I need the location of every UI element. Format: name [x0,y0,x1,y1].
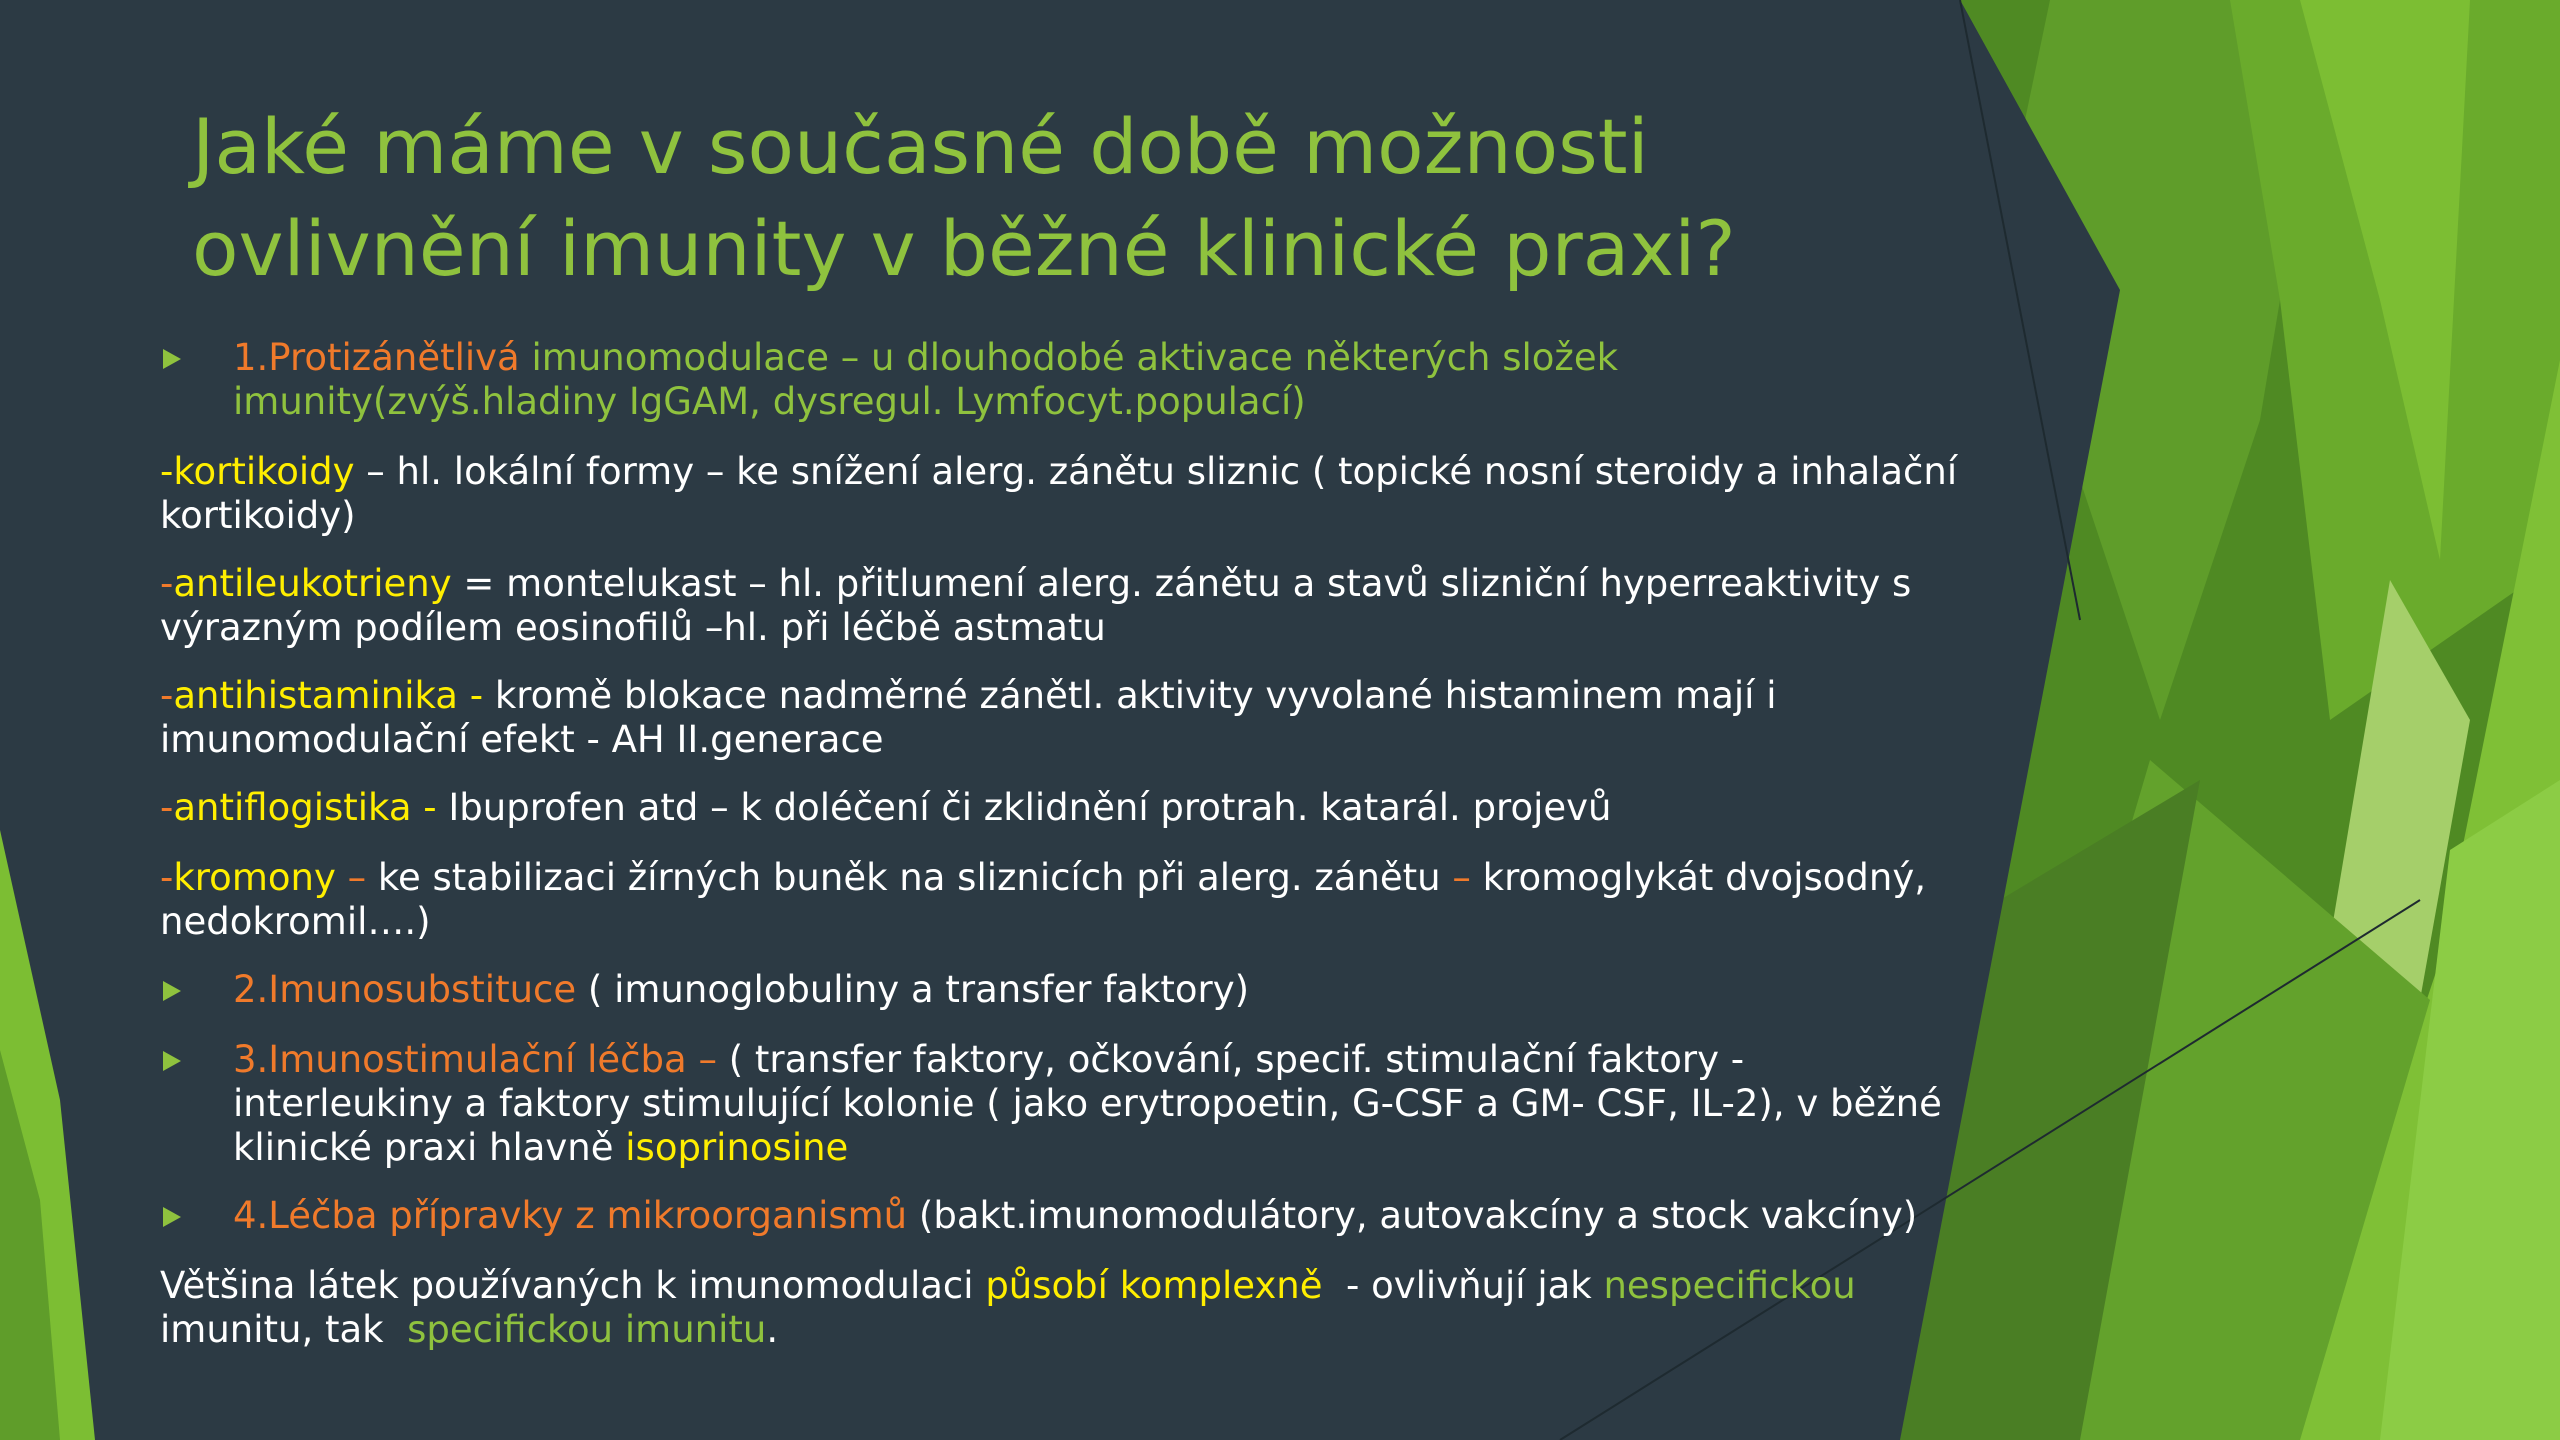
highlight-nespecifickou: nespecifickou [1603,1264,1856,1307]
bullet-text: klinické praxi hlavně [233,1126,626,1169]
paragraph-text: ke stabilizaci žírných buněk na sliznicích při alerg. zánětu [366,856,1441,899]
dash: – [335,856,367,899]
paragraph-text: kortikoidy) [160,494,356,537]
summary-text: imunitu, tak [160,1308,396,1351]
bullet-number-label: 3.Imunostimulační léčba [233,1038,687,1081]
summary-text: . [766,1308,779,1351]
bullet-item-imunosubstituce [160,968,1960,1012]
paragraph-text: = montelukast – hl. přitlumení alerg. zánětu a stavů slizniční hyperreaktivity s [451,562,1912,605]
drug-class-label: antiflogistika - [173,786,437,829]
drug-class-label: kortikoidy [173,450,355,493]
dash: - [160,674,174,717]
bullet-number-label: 2.Imunosubstituce [233,968,577,1011]
triangle-bullet-icon [163,1207,181,1227]
drug-class-label: kromony [173,856,336,899]
slide-title-line-1: Jaké máme v současné době možnosti [192,102,1649,191]
slide-content [160,336,1960,1352]
dash: - [160,562,174,605]
bullet-item-protizanetliva [160,336,1960,424]
bullet-number-label: 4.Léčba přípravky z mikroorganismů [233,1194,908,1237]
highlight-isoprinosine: isoprinosine [625,1126,849,1169]
paragraph-text: imunomodulační efekt - AH II.generace [160,718,884,761]
dash: - [160,450,174,493]
dash: - [160,786,174,829]
paragraph-text: kromě blokace nadměrné zánětl. aktivity vyvolané histaminem mají i [483,674,1777,717]
triangle-bullet-icon [163,1051,181,1071]
bullet-item-imunostimulacni [160,1038,1960,1170]
triangle-bullet-icon [163,981,181,1001]
drug-class-label: antihistaminika - [173,674,484,717]
summary-text: - ovlivňují jak [1322,1264,1604,1307]
triangle-bullet-icon [163,349,181,369]
dash: - [160,856,174,899]
paragraph-text: kromoglykát dvojsodný, [1470,856,1926,899]
paragraph-text: Ibuprofen atd – k doléčení či zklidnění protrah. katarál. projevů [436,786,1612,829]
paragraph-text: nedokromil….) [160,900,431,943]
highlight-specifickou: specifickou imunitu [395,1308,767,1351]
bullet-text: imunity(zvýš.hladiny IgGAM, dysregul. Lymfocyt.populací) [233,380,1306,423]
bullet-text: imunomodulace – u dlouhodobé aktivace některých složek [519,336,1619,379]
bullet-text: interleukiny a faktory stimulující kolonie ( jako erytropoetin, G-CSF a GM- CSF, IL-2), v běžné [233,1082,1942,1125]
slide-title [192,96,1992,300]
drug-class-label: antileukotrieny [173,562,452,605]
summary-text: Většina látek používaných k imunomodulaci [160,1264,986,1307]
paragraph-text: výrazným podílem eosinofilů –hl. při léčbě astmatu [160,606,1106,649]
bullet-item-mikroorganismy [160,1194,1960,1238]
bullet-text: (bakt.imunomodulátory, autovakcíny a stock vakcíny) [907,1194,1918,1237]
summary-paragraph [160,1264,1960,1352]
bullet-number-label: 1.Protizánětlivá [233,336,520,379]
paragraph-kromony [160,856,1960,944]
paragraph-antihistaminika [160,674,1960,762]
bullet-text: ( imunoglobuliny a transfer faktory) [576,968,1250,1011]
highlight-komplexne: působí komplexně [985,1264,1323,1307]
paragraph-text: – hl. lokální formy – ke snížení alerg. zánětu sliznic ( topické nosní steroidy a inhalační [354,450,1958,493]
slide-title-line-2: ovlivnění imunity v běžné klinické praxi? [192,204,1736,293]
paragraph-kortikoidy [160,450,1960,538]
paragraph-antileukotrieny [160,562,1960,650]
dash: – [1440,856,1471,899]
bullet-text: ( transfer faktory, očkování, specif. stimulační faktory - [716,1038,1745,1081]
paragraph-antiflogistika [160,786,1960,830]
dash: – [686,1038,717,1081]
